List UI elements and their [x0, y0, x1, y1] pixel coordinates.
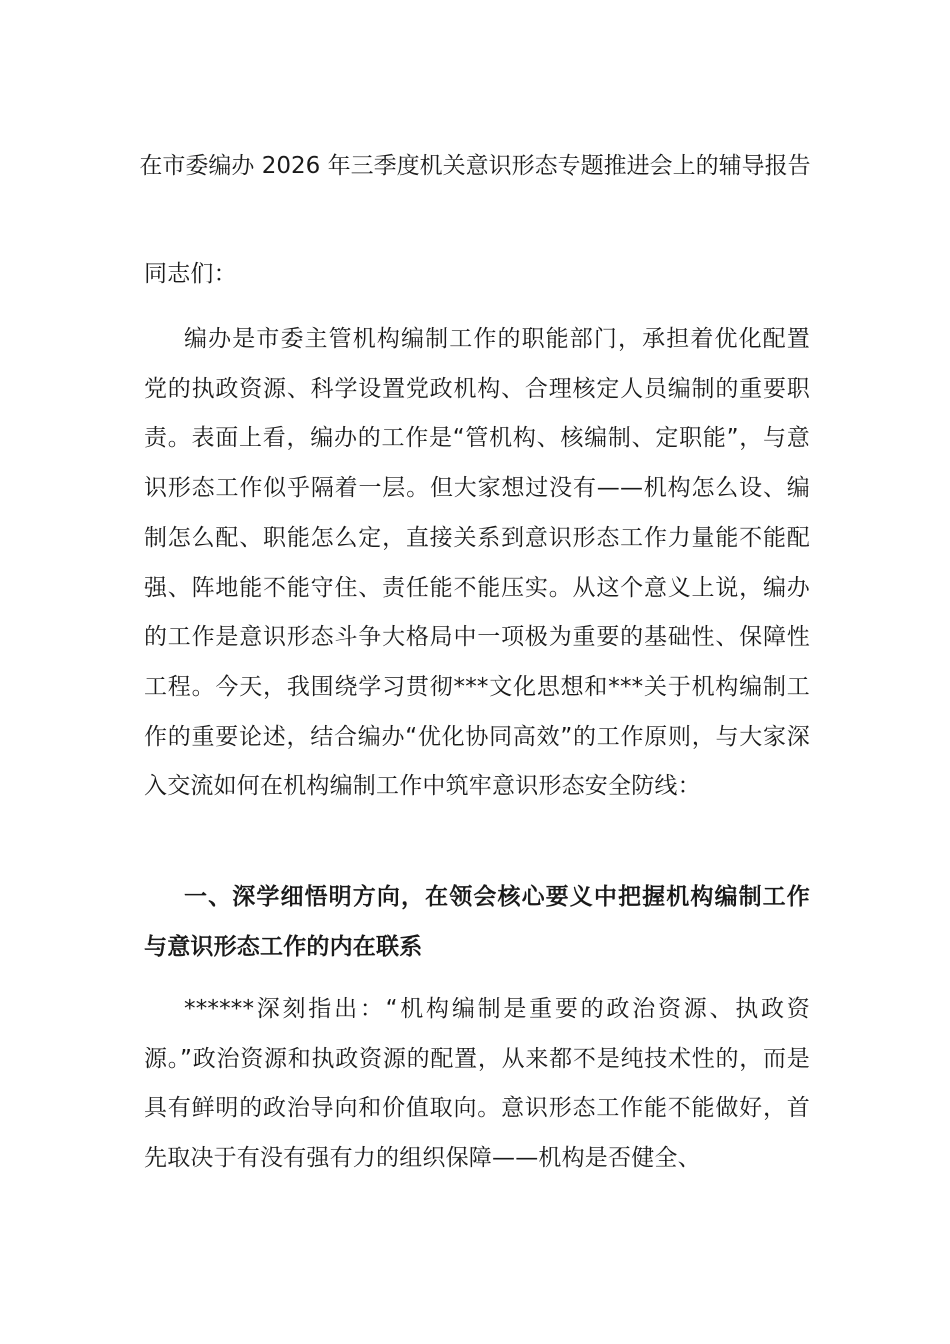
section-heading-1: 一、深学细悟明方向，在领会核心要义中把握机构编制工作与意识形态工作的内在联系	[144, 884, 810, 960]
salutation: 同志们：	[144, 261, 237, 287]
document-title: 在市委编办 2026 年三季度机关意识形态专题推进会上的辅导报告	[139, 153, 811, 179]
section-1-paragraph: ******深刻指出：“机构编制是重要的政治资源、执政资源。”政治资源和执政资源的配置，从来都不是纯技术性的，而是具有鲜明的政治导向和价值取向。意识形态工作能不能做好，首先取决于有没有强有力的组织保障——机构是否健全、	[144, 996, 810, 1172]
intro-paragraph: 编办是市委主管机构编制工作的职能部门，承担着优化配置党的执政资源、科学设置党政机构、合理核定人员编制的重要职责。表面上看，编办的工作是“管机构、核编制、定职能”，与意识形态工作似乎隔着一层。但大家想过没有——机构怎么设、编制怎么配、职能怎么定，直接关系到意识形态工作力量能不能配强、阵地能不能守住、责任能不能压实。从这个意义上说，编办的工作是意识形态斗争大格局中一项极为重要的基础性、保障性工程。今天，我围绕学习贯彻***文化思想和***关于机构编制工作的重要论述，结合编办“优化协同高效”的工作原则，与大家深入交流如何在机构编制工作中筑牢意识形态安全防线：	[144, 326, 810, 800]
